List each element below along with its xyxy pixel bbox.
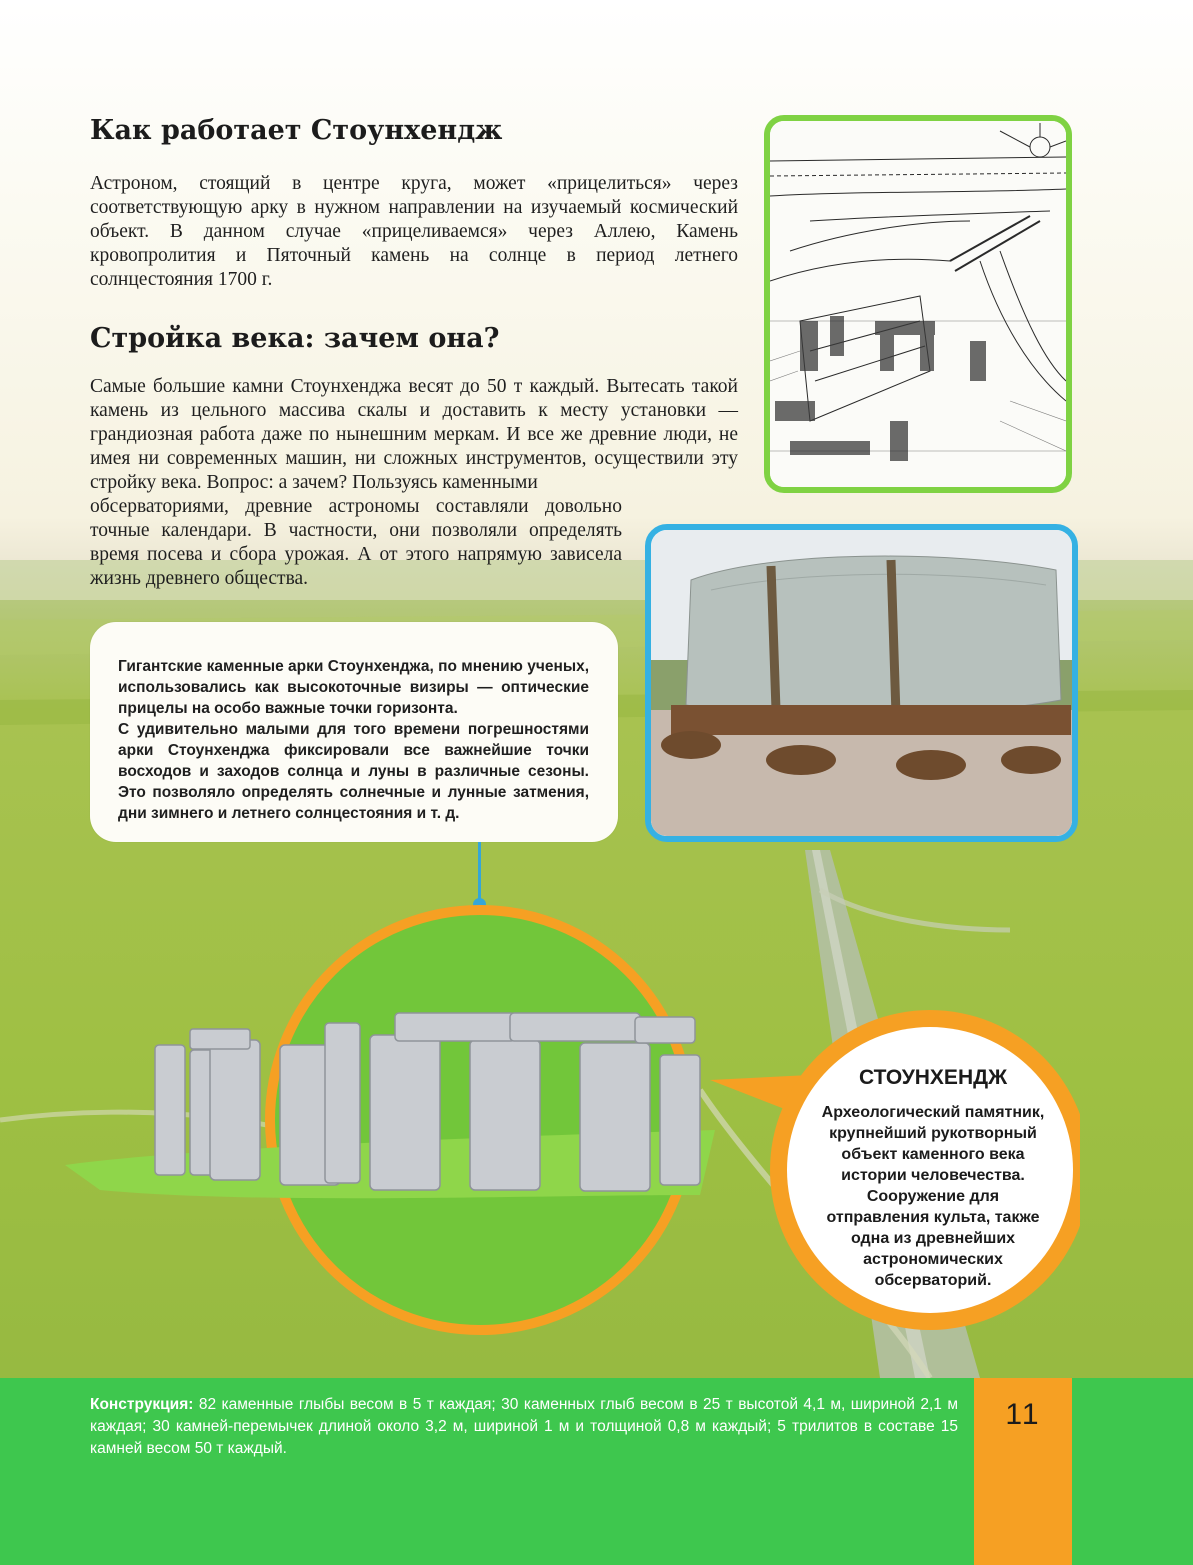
section-heading-construction: Стройка века: зачем она? [90, 323, 500, 354]
paragraph-construction-narrow: обсерваториями, древние астрономы составляли довольно точные календари. В частности, они позволяли определять время посева и сбора урожая. А от этого напрямую зависела жизнь древнего общества. [90, 496, 622, 589]
infobox-title: СТОУНХЕНДЖ [858, 1066, 1008, 1089]
caption-paragraph-2: С удивительно малыми для того времени погрешностями арки Стоунхенджа фиксировали все важнейшие точки восходов и заходов солнца и луны в различные сезоны. Это позволяло определять солнечные и лунные затмения, дни зимнего и летнего солнцестояния и т. д. [118, 721, 589, 822]
footer-construction-text [90, 1394, 958, 1460]
caption-connector-line [478, 842, 481, 902]
page-number: 11 [1005, 1398, 1041, 1431]
stonehenge-sketch-image [764, 115, 1072, 493]
section-heading-how-it-works: Как работает Стоунхендж [90, 115, 503, 146]
caption-paragraph-1: Гигантские каменные арки Стоунхенджа, по мнению ученых, использовались как высокоточные визиры — оптические прицелы на особо важные точки горизонта. [118, 658, 589, 717]
caption-card [90, 622, 618, 842]
stonehenge-illustration [60, 905, 720, 1340]
infobox-text: Археологический памятник, крупнейший рукотворный объект каменного века истории человечества. Сооружение для отправления культа, также одна из древнейших астрономических обсерваторий. [821, 1104, 1045, 1289]
footer-body: 82 каменные глыбы весом в 5 т каждая; 30 каменных глыб весом в 25 т высотой 4,1 м, шириной 2,1 м каждая; 30 камней-перемычек длиной около 3,2 м, шириной 1 м и толщиной 0,8 м каждый; 5 трилитов в составе 15 камней весом 50 т каждый. [90, 1396, 958, 1457]
paragraph-how-it-works: Астроном, стоящий в центре круга, может «прицелиться» через соответствующую арку в нужном направлении на изучаемый космический объект. В данном случае «прицеливаемся» через Аллею, Камень кровопролития и Пяточный камень на солнце в период летнего солнцестояния 1700 г. [90, 173, 738, 290]
paragraph-construction-wide: Самые большие камни Стоунхенджа весят до 50 т каждый. Вытесать такой камень из цельного массива скалы и доставить к месту установки — грандиозная работа даже по нынешним меркам. И все же древние люди, не имея ни современных машин, ни сложных инструментов, осуществили эту стройку века. Вопрос: а зачем? Пользуясь каменными [90, 376, 738, 493]
stone-on-logs-photo [645, 524, 1078, 842]
footer-label: Конструкция: [90, 1396, 194, 1413]
